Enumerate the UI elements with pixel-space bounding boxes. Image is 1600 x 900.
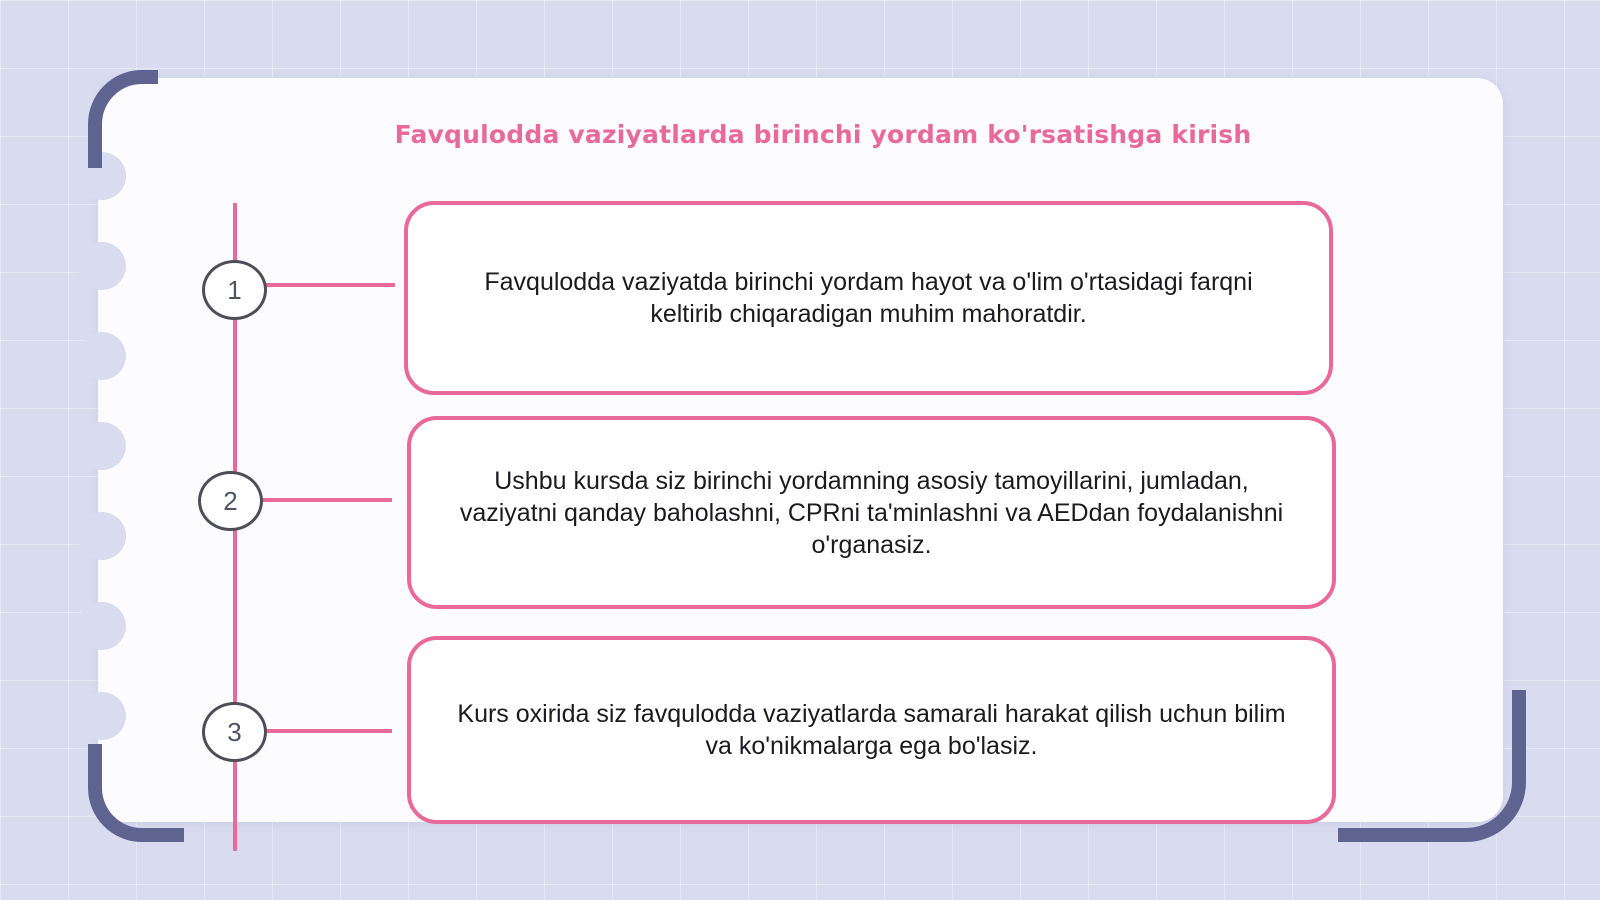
slide-title: Favqulodda vaziyatlarda birinchi yordam ko'rsatishga kirish — [394, 120, 1252, 149]
step-3-text: Kurs oxirida siz favqulodda vaziyatlarda samarali harakat qilish uchun bilim va ko'nikmalarga ega bo'lasiz. — [457, 700, 1286, 760]
step-1-box — [404, 201, 1333, 395]
step-1-text: Favqulodda vaziyatda birinchi yordam hayot va o'lim o'rtasidagi farqni keltirib chiqaradigan muhim mahoratdir. — [484, 268, 1253, 328]
step-3-number: 3 — [202, 702, 267, 762]
card-edge-notch — [78, 422, 126, 470]
corner-bracket-bottom-right — [1338, 690, 1526, 842]
step-3-box — [407, 636, 1336, 824]
card-edge-notch — [78, 332, 126, 380]
step-1-connector — [265, 283, 395, 287]
card-edge-notch — [78, 512, 126, 560]
step-2-box — [407, 416, 1336, 609]
card-edge-notch — [78, 242, 126, 290]
corner-bracket-bottom-left — [88, 744, 184, 842]
step-2-number: 2 — [198, 471, 263, 531]
step-3-connector — [265, 729, 392, 733]
corner-bracket-top-left — [88, 70, 158, 168]
step-2-connector — [262, 498, 392, 502]
card-edge-notch — [78, 602, 126, 650]
step-2-text: Ushbu kursda siz birinchi yordamning asosiy tamoyillarini, jumladan, vaziyatni qanday baholashni, CPRni ta'minlashni va AEDdan foydalanishni o'rganasiz. — [459, 466, 1284, 559]
card-edge-notch — [78, 692, 126, 740]
step-1-number: 1 — [202, 260, 267, 320]
